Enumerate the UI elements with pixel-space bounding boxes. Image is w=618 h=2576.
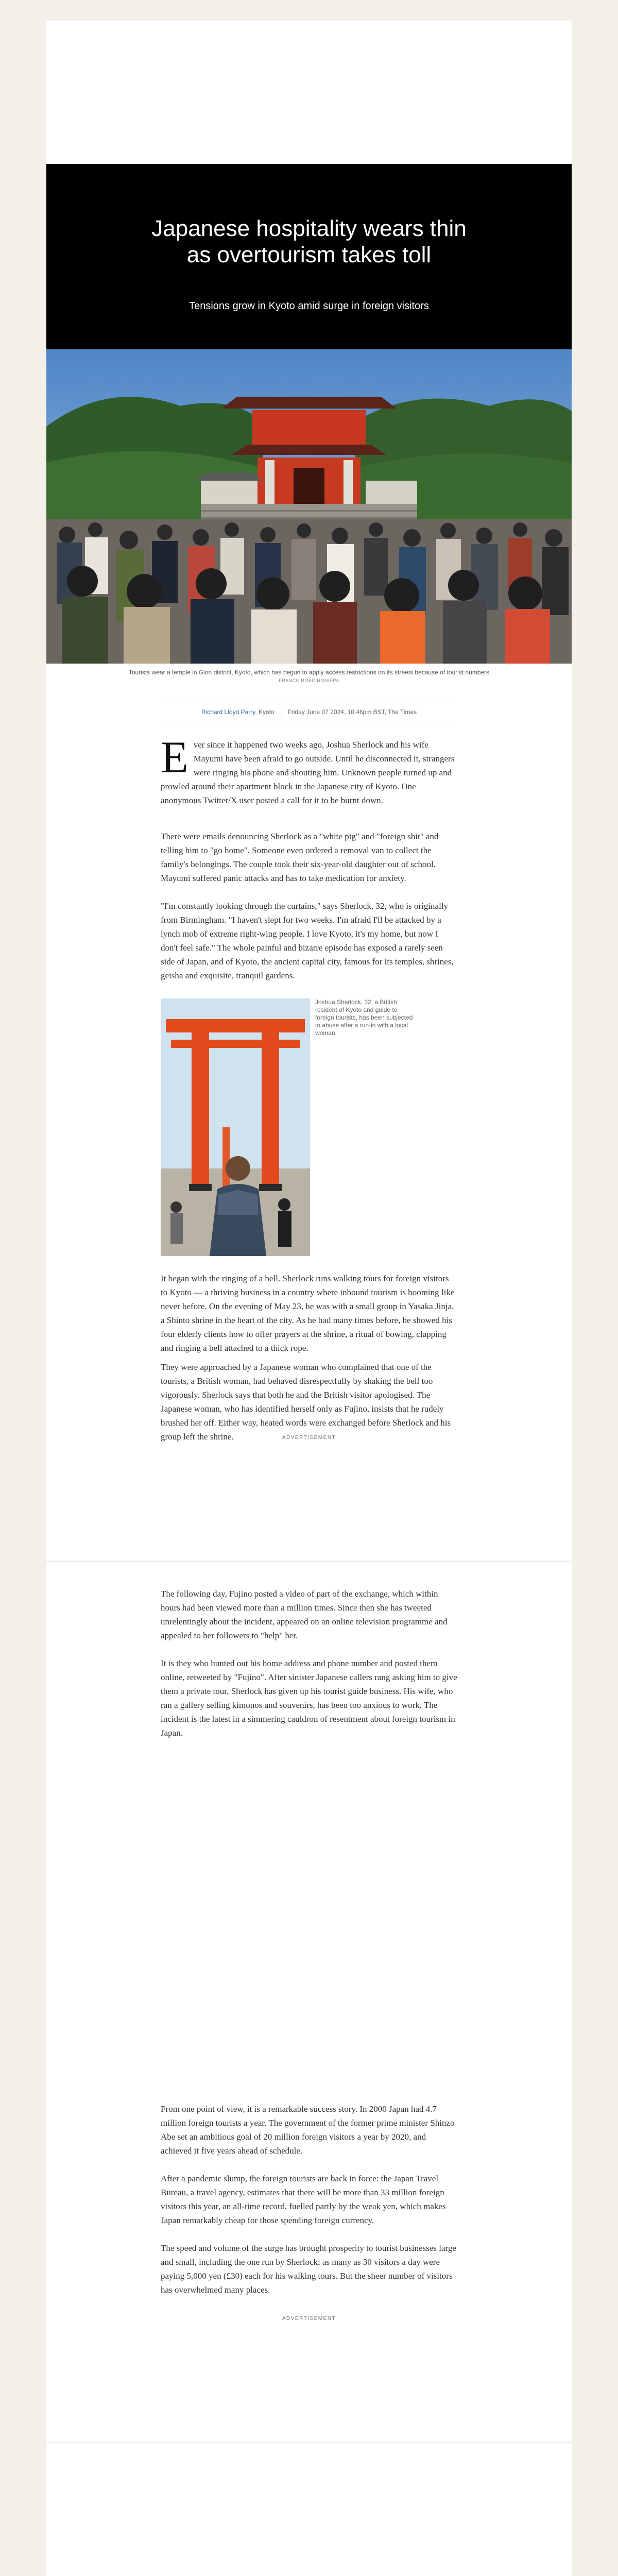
sherlock-photo — [161, 998, 310, 1256]
main-photo-caption: Tourists wear a temple in Gion district, Kyoto, which has begun to apply access restrictions on its streets because of tourist numbers — [128, 669, 490, 676]
article-paragraph: "I'm constantly looking through the curtains," says Sherlock, 32, who is originally from Birmingham. "I haven't slept for two weeks. I'm afraid I'll be attacked by a lynch mob of extreme right-wing people. I love Kyoto, it's my home, but now I don't feel safe." The whole painful and bizarre episode has exposed a rarely seen side of Japan, and of Kyoto, the ancient capital city, famous for its temples, shrines, geisha and exquisite, tranquil gardens. — [161, 901, 454, 980]
advert-divider — [46, 1561, 572, 1562]
dropcap: E — [161, 733, 188, 783]
headline: Japanese hospitality wears thin as overtourism takes toll — [151, 216, 467, 267]
advert-divider — [46, 2442, 572, 2443]
article-paragraph: The following day, Fujino posted a video of part of the exchange, which within hours had been viewed more than a million times. Since then she has tweeted unrelentingly about the incident, appeared on an online television programme and appealed to her followers to "help" her. — [161, 1589, 448, 1640]
advert-label: ADVERTISEMENT — [282, 2316, 336, 2321]
main-photo-credit: FRANCK ROBICHON/EPA — [279, 678, 339, 683]
headline-banner — [46, 164, 572, 349]
article-sheet — [46, 21, 572, 2576]
article-paragraph: From one point of view, it is a remarkable success story. In 2000 Japan had 4.7 million foreign tourists a year. The government of the former prime minister Shinzo Abe set an ambitious goal of 20 million foreign visitors a year by 2020, and achieved it five years ahead of schedule. — [161, 2104, 455, 2156]
advert-label: ADVERTISEMENT — [282, 1435, 336, 1440]
article-paragraph — [161, 733, 457, 807]
dateline: , Kyoto — [255, 708, 274, 716]
author-link[interactable]: Richard Lloyd Parry — [201, 708, 255, 716]
article-paragraph: The speed and volume of the surge has brought prosperity to tourist businesses large and small, including the one run by Sherlock; as many as 30 visitors a day were paying 5,000 yen (£30) each for his walking tours. But the sheer number of visitors has overwhelmed many places. — [161, 2243, 456, 2295]
sherlock-photo-caption: Joshua Sherlock, 32, a British resident of Kyoto and guide to foreign tourists, has been subjected to abuse after a run-in with a local woman — [315, 998, 413, 1037]
article-paragraph: After a pandemic slump, the foreign tourists are back in force: the Japan Travel Bureau, a travel agency, estimates that there will be more than 33 million foreign visitors this year, an all-time record, fuelled partly by the weak yen, which makes Japan remarkably cheap for those spending foreign currency. — [161, 2174, 446, 2225]
main-photo — [46, 349, 572, 664]
paragraph-text: ver since it happened two weeks ago, Joshua Sherlock and his wife Mayumi have been afraid to go outside. Until he disconnected it, strangers were ringing his phone and shouting him. Unknown people turned up and prowled around their apartment block in the Japanese city of Kyoto. One anonymous Twitter/X user posted a call for it to be burnt down. — [161, 740, 455, 805]
torii-gate-illustration — [161, 998, 310, 1256]
article-paragraph: There were emails denouncing Sherlock as a "white pig" and "foreign shit" and telling him to "go home". Someone even ordered a removal van to collect the family's belongings. The couple took their six-year-old daughter out of school. Mayumi suffered panic attacks and has to take medication for anxiety. — [161, 832, 439, 883]
article-paragraph: It began with the ringing of a bell. Sherlock runs walking tours for foreign visitors to Kyoto — a thriving business in a country where inbound tourism is booming like never before. On the evening of May 23, he was with a small group in Yasaka Jinja, a Shinto shrine in the heart of the city. As he had many times before, he showed his four elderly clients how to offer prayers at the shrine, a ritual of bowing, clapping and ringing a bell attached to a thick rope. — [161, 1274, 455, 1353]
standfirst: Tensions grow in Kyoto amid surge in foreign visitors — [189, 300, 429, 312]
article-paragraph: They were approached by a Japanese woman who complained that one of the tourists, a British woman, had behaved disrespectfully by shaking the bell too vigorously. Sherlock says that both he and the British visitor apologised. The Japanese woman, who has identified herself only as Fujino, insists that he rudely brushed her off. Either way, heated words were exchanged before Sherlock and his group left the shrine. — [161, 1362, 451, 1442]
temple-crowd-illustration — [46, 349, 572, 664]
byline — [160, 701, 458, 722]
byline-divider: | — [280, 708, 282, 716]
publish-meta: Friday June 07 2024, 10.46pm BST, The Times — [287, 708, 417, 716]
article-paragraph: It is they who hunted out his home address and phone number and posted them online, retweeted by "Fujino". After sinister Japanese callers rang asking him to give them a private tour, Sherlock has given up his tourist guide business. His wife, who ran a gallery selling kimonos and souvenirs, has been too anxious to work. The incident is the latest in a simmering cauldron of resentment about foreign tourism in Japan. — [161, 1658, 457, 1738]
